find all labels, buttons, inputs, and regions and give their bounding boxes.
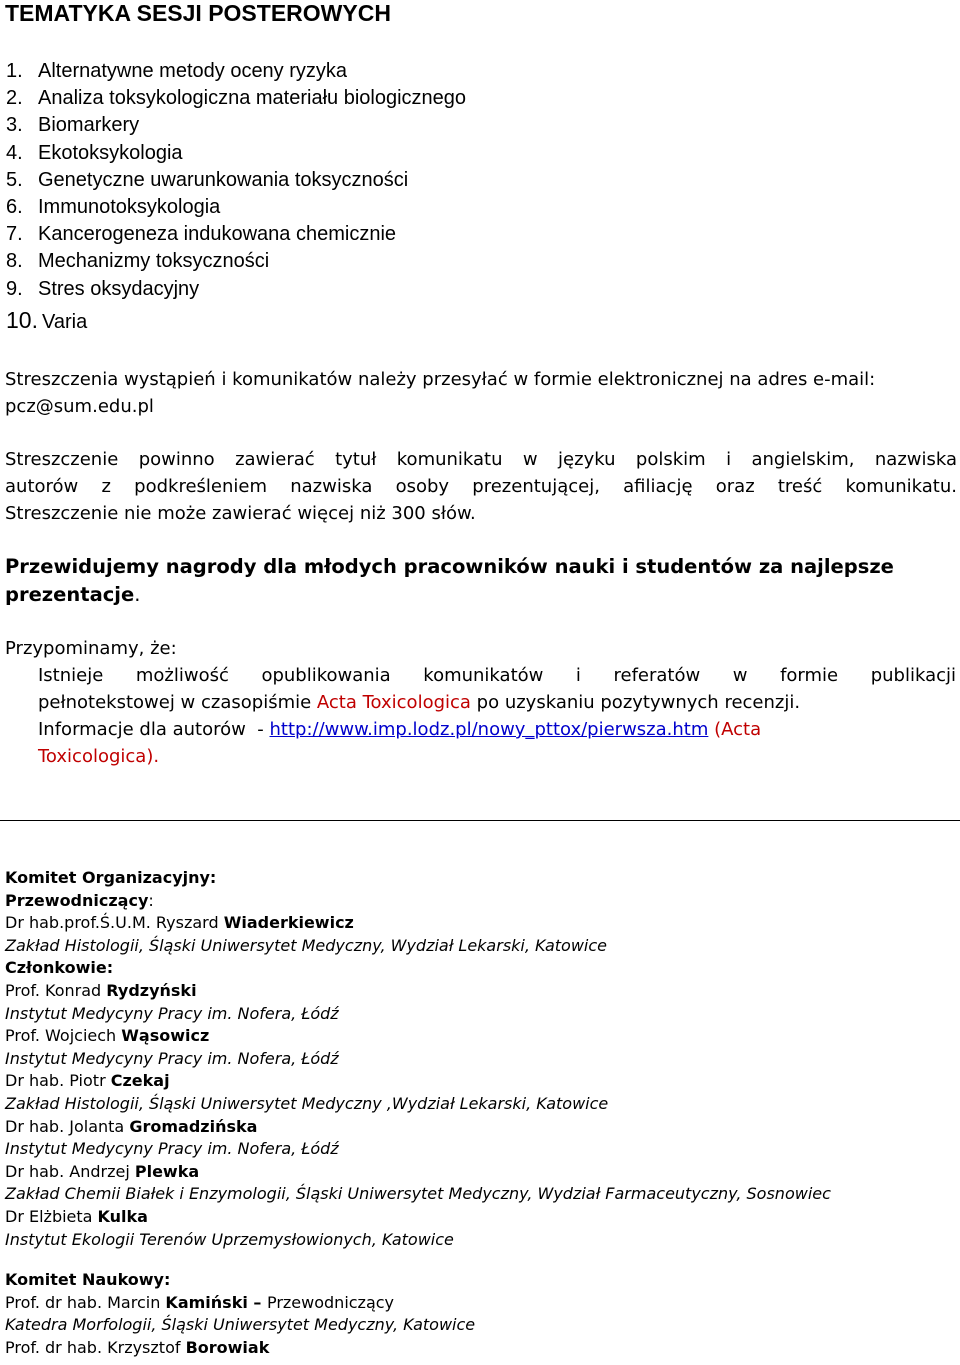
contact-email: pcz@sum.edu.pl [5, 396, 154, 417]
topic-item: 10. Varia [6, 306, 88, 333]
committee-person: Prof. dr hab. Krzysztof Borowiak [5, 1337, 270, 1357]
committees-section: Komitet Organizacyjny: Przewodniczący: Dr hab.prof.Ś.U.M. Ryszard Wiaderkiewicz Zakład Histologii, Śląski Uniwersytet Medyczny, Wydział Lekarski, Katowice Członkowie: Prof. Konrad Rydzyński Instytut Medycyny Pracy im. Nofera, Łódź Prof. Wojciech Wąsowicz Instytut Medycyny Pracy im. Nofera, Łódź Dr hab. Piotr Czekaj Zakład Histologii, Śląski Uniwersytet Medyczny ,Wydział Lekarski, Katowice Dr hab. Jolanta Gromadzińska Instytut Medycyny Pracy im. Nofera, Łódź Dr hab. Andrzej Plewka Zakład Chemii Białek i Enzymologii, Śląski Uniwersytet Medyczny, Wydział Farmaceutyczny, Sosnowiec Dr Elżbieta Kulka Instytut Ekologii Terenów Uprzemysłowionych, Katowice Komitet Naukowy: Prof. dr hab. Marcin Kamiński – Przewodniczący Katedra Morfologii, Śląski Uniwersytet Medyczny, Katowice Prof. dr hab. Krzysztof Borowiak [5, 867, 831, 1359]
topic-item: 4. Ekotoksykologia [6, 141, 183, 164]
committee-person: Dr hab.prof.Ś.U.M. Ryszard Wiaderkiewicz [5, 913, 354, 933]
affiliation: Zakład Chemii Białek i Enzymologii, Śląski Uniwersytet Medyczny, Wydział Farmaceutyczny, Sosnowiec [5, 1184, 831, 1204]
affiliation: Instytut Medycyny Pracy im. Nofera, Łódź [5, 1139, 339, 1159]
affiliation: Instytut Medycyny Pracy im. Nofera, Łódź [5, 1003, 339, 1023]
topic-item: 8. Mechanizmy toksyczności [6, 250, 270, 273]
committee-person: Dr Elżbieta Kulka [5, 1206, 148, 1226]
abstracts-note: Streszczenia wystąpień i komunikatów należy przesyłać w formie elektronicznej na adres e-mail: pcz@sum.edu.pl [5, 366, 957, 420]
topic-item: 7. Kancerogeneza indukowana chemicznie [6, 223, 397, 246]
topic-item: 5. Genetyczne uwarunkowania toksyczności [6, 168, 409, 191]
committee-person: Prof. dr hab. Marcin Kamiński – Przewodniczący [5, 1292, 395, 1312]
committee-person: Dr hab. Jolanta Gromadzińska [5, 1116, 258, 1136]
topic-item: 6. Immunotoksykologia [6, 196, 221, 219]
authors-info-link[interactable]: http://www.imp.lodz.pl/nowy_pttox/pierwsza.htm [269, 719, 709, 740]
committee-person: Dr hab. Andrzej Plewka [5, 1161, 200, 1181]
section-divider [0, 820, 960, 821]
committee-person: Prof. Wojciech Wąsowicz [5, 1026, 210, 1046]
affiliation: Katedra Morfologii, Śląski Uniwersytet Medyczny, Katowice [5, 1315, 476, 1335]
awards-note: Przewidujemy nagrody dla młodych pracowników nauki i studentów za najlepsze prezentacje. [5, 555, 894, 606]
committee-person: Prof. Konrad Rydzyński [5, 980, 197, 1000]
affiliation: Instytut Medycyny Pracy im. Nofera, Łódź [5, 1048, 339, 1068]
reminder-heading: Przypominamy, że: [5, 638, 177, 659]
topic-item: 2. Analiza toksykologiczna materiału biologicznego [6, 87, 467, 110]
reminder-body: Istnieje możliwość opublikowania komunikatów i referatów w formie publikacji pełnotekstowej w czasopiśmie Acta Toxicologica po uzyskaniu pozytywnych recenzji. Informacje dla autorów - http://www.imp.lodz.pl/nowy_pttox/pierwsza.htm (Acta Toxicologica). [38, 665, 956, 767]
topic-item: 9. Stres oksydacyjny [6, 277, 200, 300]
topics-list [6, 58, 466, 336]
scientific-committee-heading: Komitet Naukowy: [5, 1270, 171, 1290]
journal-name: Acta Toxicologica [316, 692, 471, 713]
affiliation: Zakład Histologii, Śląski Uniwersytet Medyczny ,Wydział Lekarski, Katowice [5, 1093, 609, 1113]
affiliation: Instytut Ekologii Terenów Uprzemysłowionych, Katowice [5, 1229, 454, 1249]
organizing-committee-heading: Komitet Organizacyjny: [5, 868, 217, 887]
affiliation: Zakład Histologii, Śląski Uniwersytet Medyczny, Wydział Lekarski, Katowice [5, 935, 607, 955]
committee-person: Dr hab. Piotr Czekaj [5, 1071, 170, 1091]
page-title: TEMATYKA SESJI POSTEROWYCH [5, 0, 391, 26]
members-heading: Członkowie: [5, 958, 114, 978]
topic-item: 1. Alternatywne metody oceny ryzyka [6, 60, 348, 82]
topic-item: 3. Biomarkery [6, 114, 140, 137]
abstract-rules: Streszczenie powinno zawierać tytuł komunikatu w języku polskim i angielskim, nazwiska autorów z podkreśleniem nazwiska osoby prezentującej, afiliację oraz treść komunikatu. Streszczenie nie może zawierać więcej niż 300 słów. [5, 449, 957, 524]
